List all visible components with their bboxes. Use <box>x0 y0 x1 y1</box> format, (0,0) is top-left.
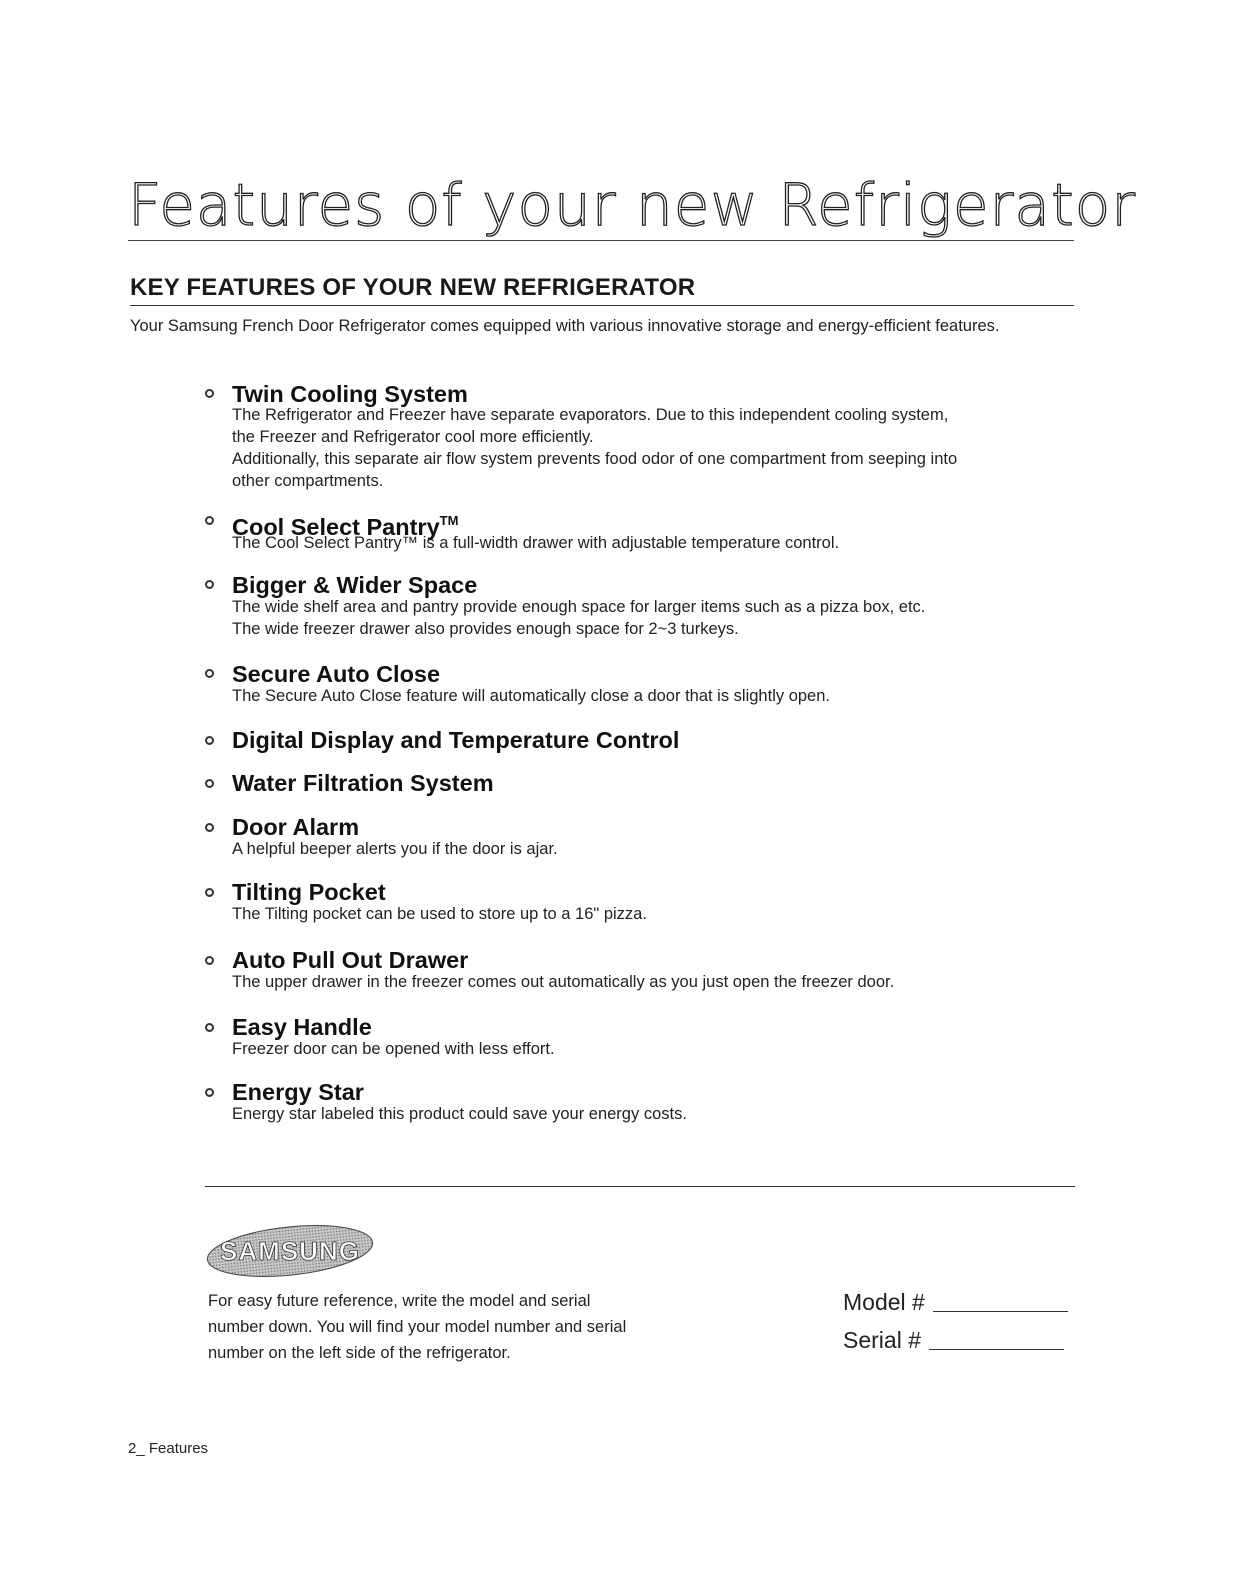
feature-description <box>232 685 1082 707</box>
feature-description <box>232 838 1082 860</box>
feature-title: Auto Pull Out Drawer <box>232 947 469 973</box>
feature-title: Door Alarm <box>232 814 360 840</box>
trademark-sup: TM <box>439 513 459 528</box>
description-line: other compartments. <box>232 472 384 490</box>
bullet-icon <box>205 823 214 832</box>
svg-text:SAMSUNG: SAMSUNG <box>220 1236 360 1266</box>
description-line: Freezer door can be opened with less effort. <box>232 1040 555 1058</box>
model-blank[interactable] <box>933 1311 1068 1312</box>
bullet-icon <box>205 516 214 525</box>
samsung-logo <box>205 1220 375 1287</box>
description-line: The wide freezer drawer also provides enough space for 2~3 turkeys. <box>232 620 739 638</box>
feature-title: Twin Cooling System <box>232 381 468 407</box>
bullet-icon <box>205 669 214 678</box>
feature-title: Energy Star <box>232 1079 364 1105</box>
feature-description <box>232 532 1082 554</box>
feature-title: Tilting Pocket <box>232 879 386 905</box>
bullet-icon <box>205 1088 214 1097</box>
feature-description <box>232 404 1082 492</box>
description-line: The Cool Select Pantry™ is a full-width drawer with adjustable temperature control. <box>232 534 840 552</box>
feature-description <box>232 596 1082 640</box>
bullet-icon <box>205 580 214 589</box>
feature-title-text: Cool Select Pantry <box>232 514 440 540</box>
description-line: Energy star labeled this product could save your energy costs. <box>232 1105 687 1123</box>
intro-paragraph: Your Samsung French Door Refrigerator comes equipped with various innovative storage and energy-efficient features. <box>130 317 1000 335</box>
description-line: The upper drawer in the freezer comes out automatically as you just open the freezer door. <box>232 973 895 991</box>
serial-label: Serial # <box>843 1327 921 1353</box>
description-line: The Refrigerator and Freezer have separate evaporators. Due to this independent cooling system, <box>232 406 949 424</box>
bullet-icon <box>205 389 214 398</box>
description-line: Additionally, this separate air flow system prevents food odor of one compartment from seeping into <box>232 450 958 468</box>
feature-title: Digital Display and Temperature Control <box>232 727 680 753</box>
serial-blank[interactable] <box>929 1349 1064 1350</box>
section-heading: KEY FEATURES OF YOUR NEW REFRIGERATOR <box>130 274 1074 306</box>
model-label: Model # <box>843 1289 925 1315</box>
description-line: The Tilting pocket can be used to store up to a 16" pizza. <box>232 905 647 923</box>
bullet-icon <box>205 736 214 745</box>
description-line: The wide shelf area and pantry provide enough space for larger items such as a pizza box, etc. <box>232 598 926 616</box>
feature-description <box>232 971 1082 993</box>
bullet-icon <box>205 888 214 897</box>
description-line: The Secure Auto Close feature will automatically close a door that is slightly open. <box>232 687 830 705</box>
model-number-field[interactable] <box>843 1289 1068 1316</box>
bullet-icon <box>205 779 214 788</box>
divider <box>205 1186 1075 1187</box>
page-title-text: Features of your new Refrigerator <box>128 171 1137 239</box>
feature-description <box>232 1103 1082 1125</box>
feature-description <box>232 903 1082 925</box>
description-line: the Freezer and Refrigerator cool more efficiently. <box>232 428 594 446</box>
bullet-icon <box>205 956 214 965</box>
feature-title: Water Filtration System <box>232 770 494 796</box>
feature-title: Bigger & Wider Space <box>232 572 478 598</box>
reference-note: For easy future reference, write the model and serial number down. You will find your model number and serial number on the left side of the refrigerator. <box>208 1292 627 1362</box>
page-footer: 2_ Features <box>128 1440 209 1457</box>
description-line: A helpful beeper alerts you if the door is ajar. <box>232 840 558 858</box>
feature-title: Secure Auto Close <box>232 661 441 687</box>
page-title <box>128 170 1137 241</box>
feature-description <box>232 1038 1082 1060</box>
feature-title: Easy Handle <box>232 1014 372 1040</box>
serial-number-field[interactable] <box>843 1327 1064 1354</box>
bullet-icon <box>205 1023 214 1032</box>
